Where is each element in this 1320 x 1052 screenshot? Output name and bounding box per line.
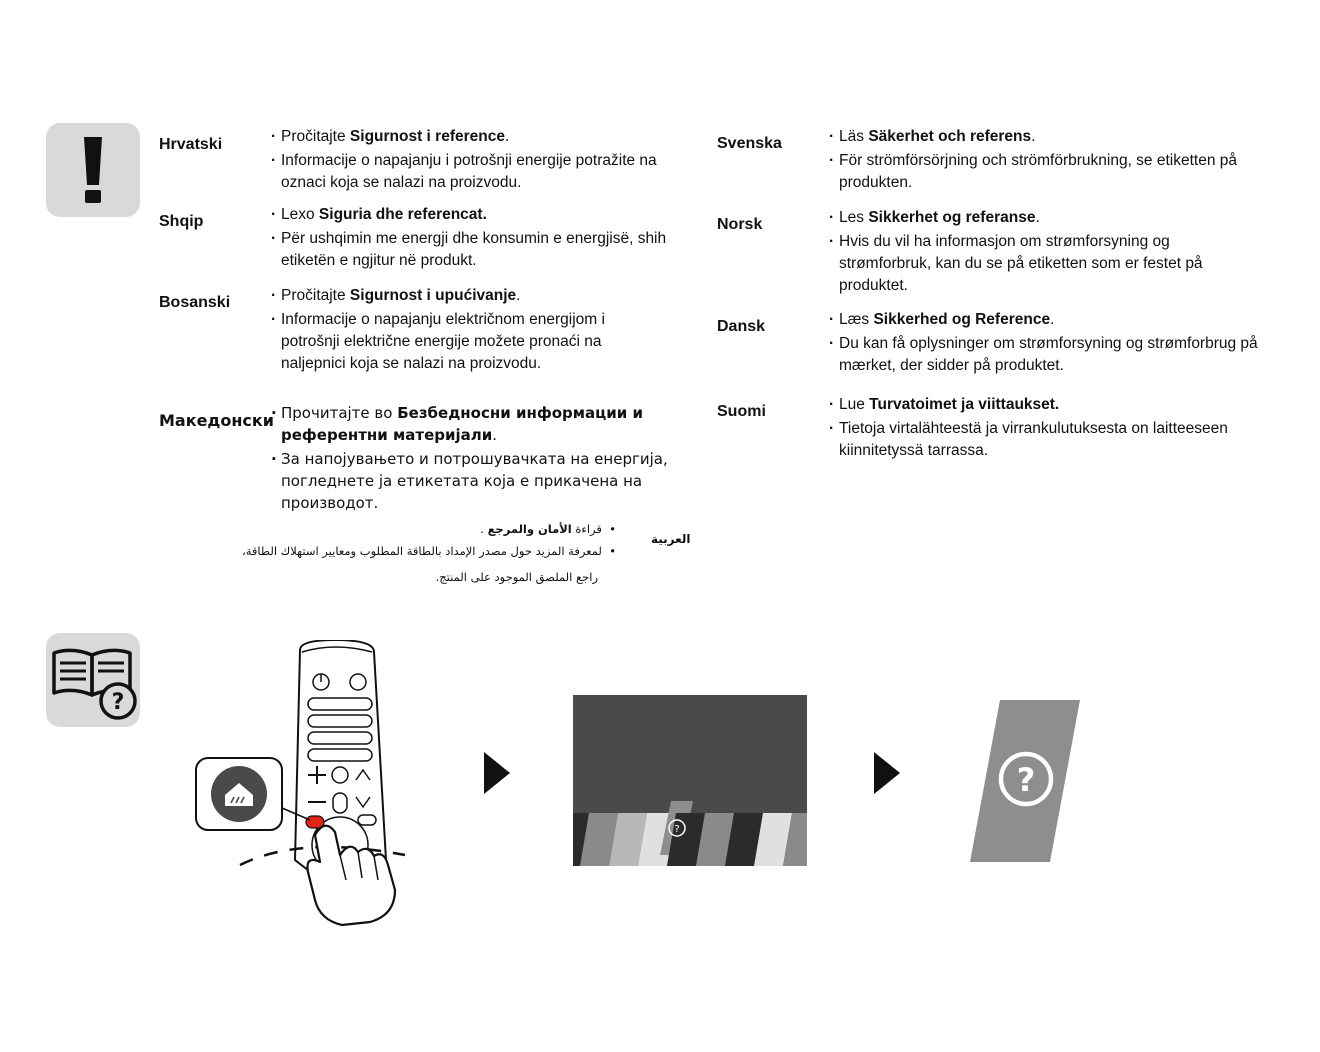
lang-label-makedonski: Македонски: [159, 411, 274, 430]
lang-label-norsk: Norsk: [717, 216, 763, 233]
shqip-text: [271, 204, 671, 274]
arabic-item-2b: راجع الملصق الموجود على المنتج.: [435, 570, 598, 584]
help-tile-illustration: [968, 698, 1082, 864]
remote-home-button-illustration: [190, 640, 420, 930]
dansk-item-2: · Du kan få oplysninger om strømforsyning og strømforbrug på mærket, der sidder på produktet.: [829, 333, 1259, 377]
norsk-item-2: · Hvis du vil ha informasjon om strømforsyning og strømforbruk, kan du se på etiketten som er festet på produktet.: [829, 231, 1249, 297]
makedonski-item-2: · За напојувањето и потрошувачката на енергија, погледнете ја етикетата која е прикачена на производот.: [271, 448, 676, 514]
bosanski-item-2: · Informacije o napajanju električnom energijom i potrošnji električne energije možete pronaći na naljepnici koja se nalazi na proizvodu.: [271, 309, 651, 375]
lang-label-dansk: Dansk: [717, 318, 766, 335]
help-question-mark: ?: [1016, 761, 1036, 799]
lang-label-suomi: Suomi: [717, 403, 766, 420]
tv-home-launcher-illustration: [573, 695, 807, 866]
suomi-item-2: · Tietoja virtalähteestä ja virrankulutuksesta on laitteeseen kiinnitetyssä tarrassa.: [829, 418, 1279, 462]
norsk-text: [829, 207, 1249, 299]
shqip-item-1: · Lexo Siguria dhe referencat.: [271, 204, 671, 226]
hrvatski-text: [271, 126, 701, 196]
lang-label-arabic: العربية: [651, 532, 691, 546]
arrow-right-icon: [484, 752, 510, 794]
shqip-item-2: · Për ushqimin me energji dhe konsumin e energjisë, shih etiketën e ngjitur në produkt.: [271, 228, 671, 272]
hrvatski-item-1: · Pročitajte Sigurnost i reference.: [271, 126, 701, 148]
arabic-text: [228, 518, 616, 588]
svenska-text: [829, 126, 1269, 196]
makedonski-text: [271, 402, 676, 516]
dansk-text: [829, 309, 1259, 379]
dansk-item-1: · Læs Sikkerhed og Reference.: [829, 309, 1259, 331]
svenska-item-2: · För strömförsörjning och strömförbrukning, se etiketten på produkten.: [829, 150, 1269, 194]
exclamation-icon: [46, 123, 140, 217]
lang-label-bosanski: Bosanski: [159, 294, 231, 311]
arrow-right-icon: [874, 752, 900, 794]
svg-text:?: ?: [111, 690, 125, 715]
lang-label-hrvatski: Hrvatski: [159, 136, 223, 153]
suomi-item-1: · Lue Turvatoimet ja viittaukset.: [829, 394, 1279, 416]
lang-label-svenska: Svenska: [717, 135, 782, 152]
makedonski-item-1: · Прочитајте во Безбедносни информации и референтни материјали.: [271, 402, 676, 446]
arabic-item-1: • قراءة الأمان والمرجع .: [480, 522, 616, 536]
hrvatski-item-2: · Informacije o napajanju i potrošnji energije potražite na oznaci koja se nalazi na proizvodu.: [271, 150, 701, 194]
bosanski-item-1: · Pročitajte Sigurnost i upućivanje.: [271, 285, 651, 307]
norsk-item-1: · Les Sikkerhet og referanse.: [829, 207, 1249, 229]
suomi-text: [829, 394, 1279, 464]
bosanski-text: [271, 285, 651, 377]
warning-icon-box: [46, 123, 140, 217]
lang-label-shqip: Shqip: [159, 213, 204, 230]
manual-icon-box: [46, 633, 140, 727]
manual-help-icon: [46, 633, 140, 727]
svenska-item-1: · Läs Säkerhet och referens.: [829, 126, 1269, 148]
arabic-item-2a: • لمعرفة المزيد حول مصدر الإمداد بالطاقة المطلوب ومعايير استهلاك الطاقة،: [242, 544, 616, 558]
svg-text:?: ?: [674, 824, 680, 835]
